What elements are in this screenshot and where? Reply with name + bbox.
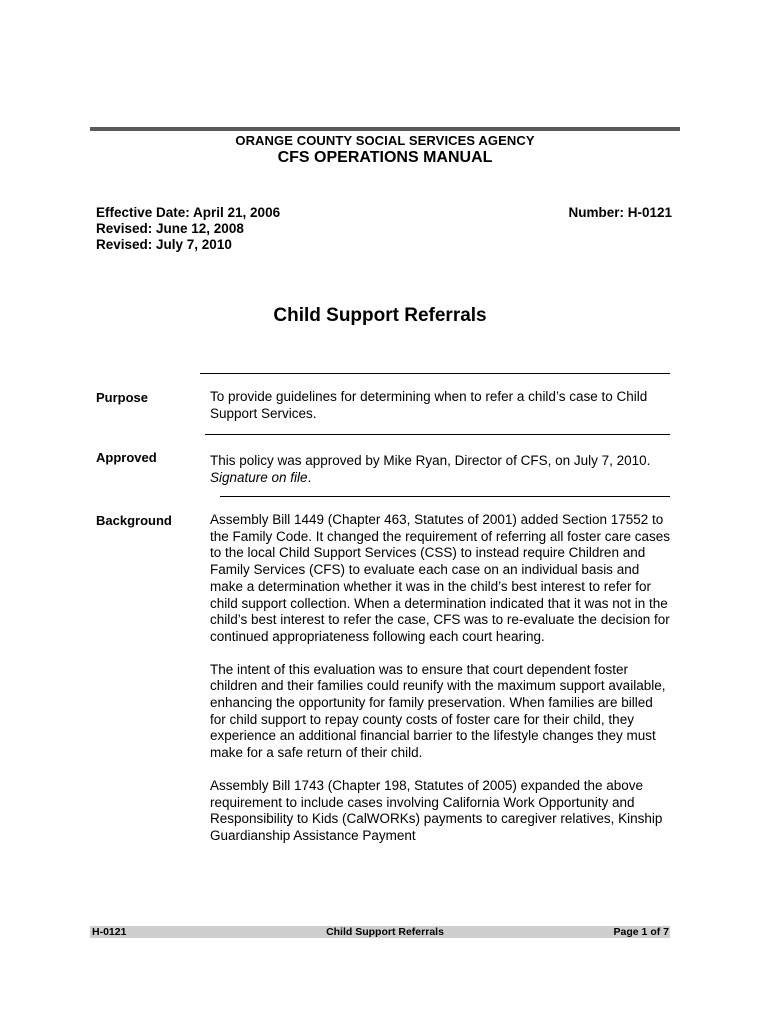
purpose-text: To provide guidelines for determining when to refer a child’s case to Child Support Services. — [210, 389, 648, 421]
effective-date: Effective Date: April 21, 2006 — [96, 205, 281, 220]
revised-date-1: Revised: June 12, 2008 — [96, 221, 244, 236]
agency-name: ORANGE COUNTY SOCIAL SERVICES AGENCY — [235, 133, 535, 148]
document-number: Number: H-0121 — [568, 205, 672, 220]
footer-page-number: Page 1 of 7 — [613, 926, 669, 938]
approved-statement: This policy was approved by Mike Ryan, Director of CFS, on July 7, 2010. — [210, 453, 651, 468]
approved-label: Approved — [96, 450, 157, 465]
background-label: Background — [96, 513, 172, 528]
background-paragraph-1: Assembly Bill 1449 (Chapter 463, Statutes of 2001) added Section 17552 to the Family Code. It changed the requirement of referring all foster care cases to the local Child Support Services (CSS) to instead require Children and Family Services (CFS) to evaluate each case on an individual basis and make a determination whether it was in the child’s best interest to refer for child support collection. When a determination indicated that it was not in the child’s best interest to refer the case, CFS was to re-evaluate the decision for continued appropriateness following each court hearing. — [210, 512, 670, 644]
footer-doc-title: Child Support Referrals — [326, 926, 444, 938]
header-rule — [90, 127, 680, 131]
page-title: Child Support Referrals — [273, 305, 487, 326]
purpose-label: Purpose — [96, 390, 149, 405]
purpose-divider — [205, 434, 670, 435]
background-paragraph-2: The intent of this evaluation was to ensure that court dependent foster children and their families could reunify with the maximum support available, enhancing the opportunity for family preservation. When families are billed for child support to repay county costs of foster care for their child, they experience an additional financial barrier to the lifestyle changes they must make for a safe return of their child. — [210, 661, 666, 761]
title-divider — [200, 373, 670, 374]
signature-note: Signature on file — [210, 469, 308, 485]
background-paragraph-3: Assembly Bill 1743 (Chapter 198, Statutes of 2005) expanded the above requirement to include cases involving California Work Opportunity and Responsibility to Kids (CalWORKs) payments to caregiver relatives, Kinship Guardianship Assistance Payment — [210, 777, 663, 843]
revised-date-2: Revised: July 7, 2010 — [96, 237, 232, 252]
approved-divider — [220, 496, 670, 497]
background-body — [210, 512, 672, 861]
approved-text: This policy was approved by Mike Ryan, Director of CFS, on July 7, 2010. Signature on file. — [210, 453, 651, 485]
manual-title: CFS OPERATIONS MANUAL — [277, 149, 493, 166]
footer-doc-number: H-0121 — [92, 926, 127, 938]
